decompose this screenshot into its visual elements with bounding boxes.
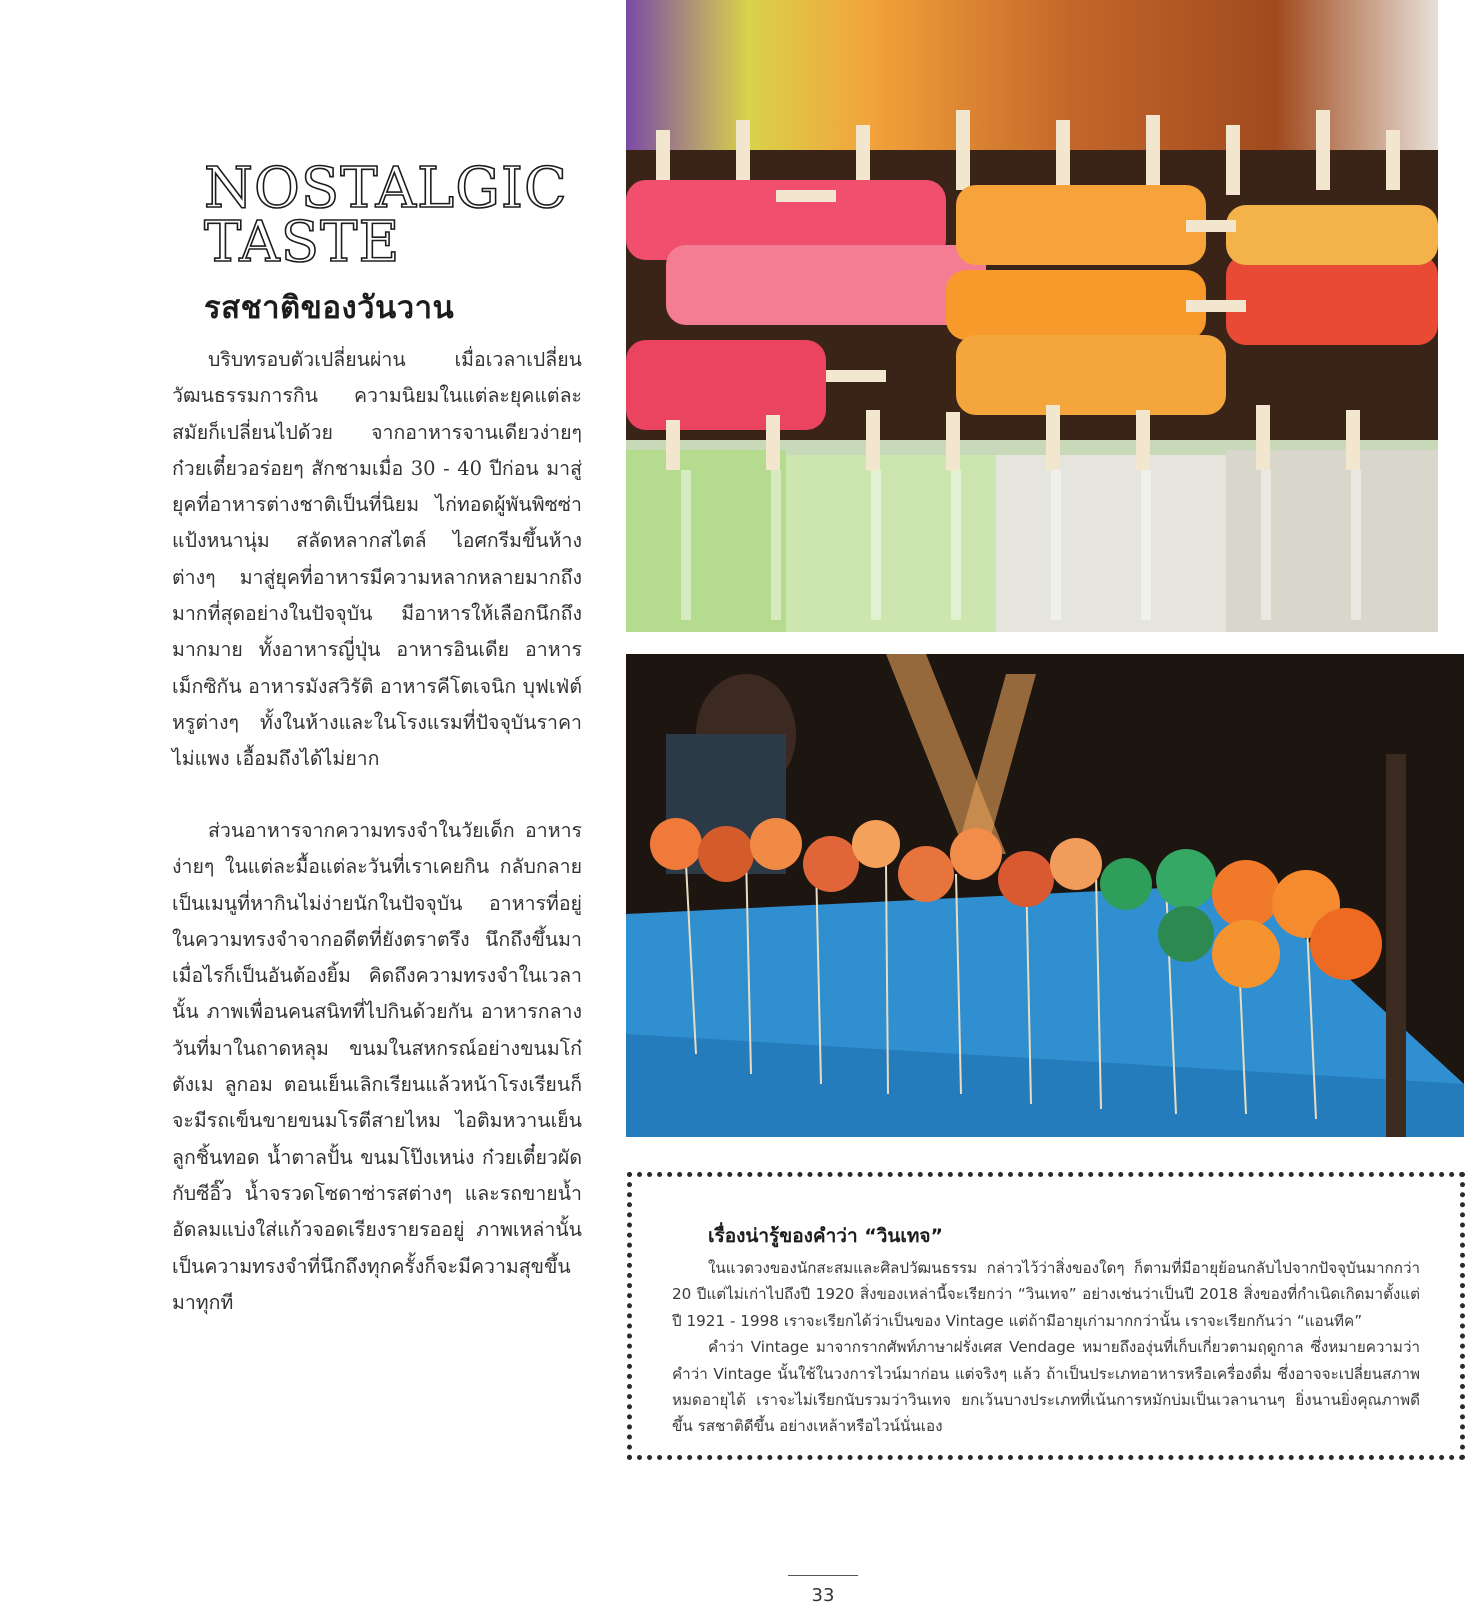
body-paragraph-1-text: บริบทรอบตัวเปลี่ยนผ่าน เมื่อเวลาเปลี่ยนวัฒนธรรมการกิน ความนิยมในแต่ละยุคแต่ละสมัยก็เปลี่ยนไปด้วย จากอาหารจานเดียวง่ายๆ ก๋วยเตี๋ยวอร่อยๆ สักชามเมื่อ 30 - 40 ปีก่อน มาสู่ยุคที่อาหารต่างชาติเป็นที่นิยม ไก่ทอดผู้พันพิซซ่าแป้งหนานุ่ม สลัดหลากสไตล์ ไอศกรีมขึ้นห้างต่างๆ มาสู่ยุคที่อาหารมีความหลากหลายมากถึงมากที่สุดอย่างในปัจจุบัน มีอาหารให้เลือกนึกถึงมากมาย ทั้งอาหารญี่ปุ่น อาหารอินเดีย อาหารเม็กซิกัน อาหารมังสวิรัติ อาหารคีโตเจนิก บุฟเฟ่ต์หรูต่างๆ ทั้งในห้างและในโรงแรมที่ปัจจุบันราคาไม่แพง เอื้อมถึงได้ไม่ยาก <box>172 348 582 771</box>
body-paragraph-2 <box>172 813 582 1321</box>
body-paragraph-1 <box>172 342 582 778</box>
info-box-vintage <box>627 1172 1465 1460</box>
info-box-title: เรื่องน่ารู้ของคำว่า “วินเทจ” <box>708 1225 944 1247</box>
footer-rule <box>788 1575 858 1576</box>
lollipops-photo <box>626 654 1464 1137</box>
title-line-1: NOSTALGIC <box>204 156 568 221</box>
body-paragraph-2-text: ส่วนอาหารจากความทรงจำในวัยเด็ก อาหารง่ายๆ ในแต่ละมื้อแต่ละวันที่เราเคยกิน กลับกลายเป็นเมนูที่หากินไม่ง่ายนักในปัจจุบัน อาหารที่อยู่ในความทรงจำจากอดีตที่ยังตราตรึง นึกถึงขึ้นมาเมื่อไรก็เป็นอันต้องยิ้ม คิดถึงความทรงจำในเวลานั้น ภาพเพื่อนคนสนิทที่ไปกินด้วยกัน อาหารกลางวันที่มาในถาดหลุม ขนมในสหกรณ์อย่างขนมโก๋ ตังเม ลูกอม ตอนเย็นเลิกเรียนแล้วหน้าโรงเรียนก็จะมีรถเข็นขายขนมโรตีสายไหม ไอติมหวานเย็น ลูกชิ้นทอด น้ำตาลปั้น ขนมโป๊งเหน่ง ก๋วยเตี๋ยวผัดกับซีอิ๊ว น้ำจรวดโซดาซ่ารสต่างๆ และรถขายน้ำอัดลมแบ่งใส่แก้วจอดเรียงรายรออยู่ ภาพเหล่านั้นเป็นความทรงจำที่นึกถึงทุกครั้งก็จะมีความสุขขึ้นมาทุกที <box>172 819 582 1314</box>
info-box-paragraph-1: ในแวดวงของนักสะสมและศิลปวัฒนธรรม กล่าวไว้ว่าสิ่งของใดๆ ก็ตามที่มีอายุย้อนกลับไปจากปัจจุบันมากกว่า 20 ปีแต่ไม่เก่าไปถึงปี 1920 สิ่งของเหล่านี้จะเรียกว่า “วินเทจ” อย่างเช่นว่าเป็นปี 2018 สิ่งของที่กำเนิดเกิดมาตั้งแต่ปี 1921 - 1998 เราจะเรียกได้ว่าเป็นของ Vintage แต่ถ้ามีอายุเก่ามากกว่านั้น เราจะเรียกกันว่า “แอนทีค” <box>672 1259 1420 1330</box>
popsicles-illustration <box>626 0 1438 632</box>
popsicles-photo <box>626 0 1438 632</box>
title-english <box>204 156 568 275</box>
lollipops-illustration <box>626 654 1464 1137</box>
page-number: 33 <box>811 1585 835 1606</box>
title-thai: รสชาติของวันวาน <box>204 290 455 326</box>
title-line-2: TASTE <box>204 210 401 275</box>
info-box-paragraph-2: คำว่า Vintage มาจากรากศัพท์ภาษาฝรั่งเศส Vendage หมายถึงองุ่นที่เก็บเกี่ยวตามฤดูกาล ซึ่งหมายความว่าคำว่า Vintage นั้นใช้ในวงการไวน์มาก่อน แต่จริงๆ แล้ว ถ้าเป็นประเภทอาหารหรือเครื่องดื่ม ซึ่งอาจจะเปลี่ยนสภาพหมดอายุได้ เราจะไม่เรียกนับรวมว่าวินเทจ ยกเว้นบางประเภทที่เน้นการหมักบ่มเป็นเวลานานๆ ยิ่งนานยิ่งคุณภาพดีขึ้น รสชาติดีขึ้น อย่างเหล้าหรือไวน์นั่นเอง <box>672 1338 1420 1436</box>
